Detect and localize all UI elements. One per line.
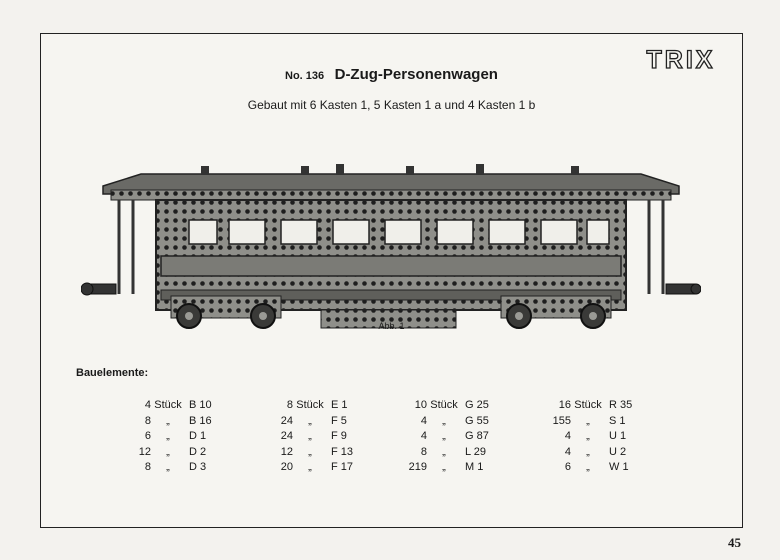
brand-text: TRIX <box>646 46 716 74</box>
parts-row: 6 „ W 1 <box>564 461 629 473</box>
parts-row: 8 Stück E 1 <box>286 399 348 411</box>
model-number: No. 136 <box>285 70 325 82</box>
parts-column-3 <box>401 398 505 476</box>
title-row <box>41 66 742 84</box>
parts-row: 8 „ L 29 <box>420 445 487 458</box>
parts-row: 8 „ B 16 <box>144 414 212 427</box>
subtitle: Gebaut mit 6 Kasten 1, 5 Kasten 1 a und 4 Kasten 1 b <box>247 98 536 112</box>
railway-passenger-car-model-icon <box>81 144 701 329</box>
parts-heading: Bauelemente: <box>76 367 149 379</box>
parts-row: 219 „ M 1 <box>408 461 484 473</box>
parts-row: 16 Stück R 35 <box>558 399 633 411</box>
parts-column-2 <box>267 398 371 476</box>
page-number: 45 <box>728 535 741 550</box>
parts-row: 4 „ G 55 <box>420 414 489 427</box>
parts-row: 20 „ F 17 <box>280 461 354 473</box>
page-title: D-Zug-Personenwagen <box>334 66 498 83</box>
parts-row: 4 „ U 2 <box>564 445 627 458</box>
parts-row: 4 „ G 87 <box>420 430 489 442</box>
parts-row: 12 „ D 2 <box>138 445 207 458</box>
parts-row: 24 „ F 9 <box>280 430 347 442</box>
parts-column-4 <box>545 398 649 476</box>
parts-column-1 <box>125 398 229 476</box>
parts-row: 24 „ F 5 <box>280 414 347 427</box>
parts-row: 4 „ U 1 <box>564 430 627 442</box>
parts-row: 12 „ F 13 <box>280 445 354 458</box>
figure-caption: Abb. 1 <box>378 321 405 331</box>
page-frame <box>40 33 743 528</box>
parts-row: 8 „ D 3 <box>144 461 207 473</box>
parts-row: 10 Stück G 25 <box>414 399 489 411</box>
parts-row: 155 „ S 1 <box>552 414 626 427</box>
parts-row: 4 Stück B 10 <box>144 399 212 411</box>
parts-row: 6 „ D 1 <box>144 430 207 442</box>
